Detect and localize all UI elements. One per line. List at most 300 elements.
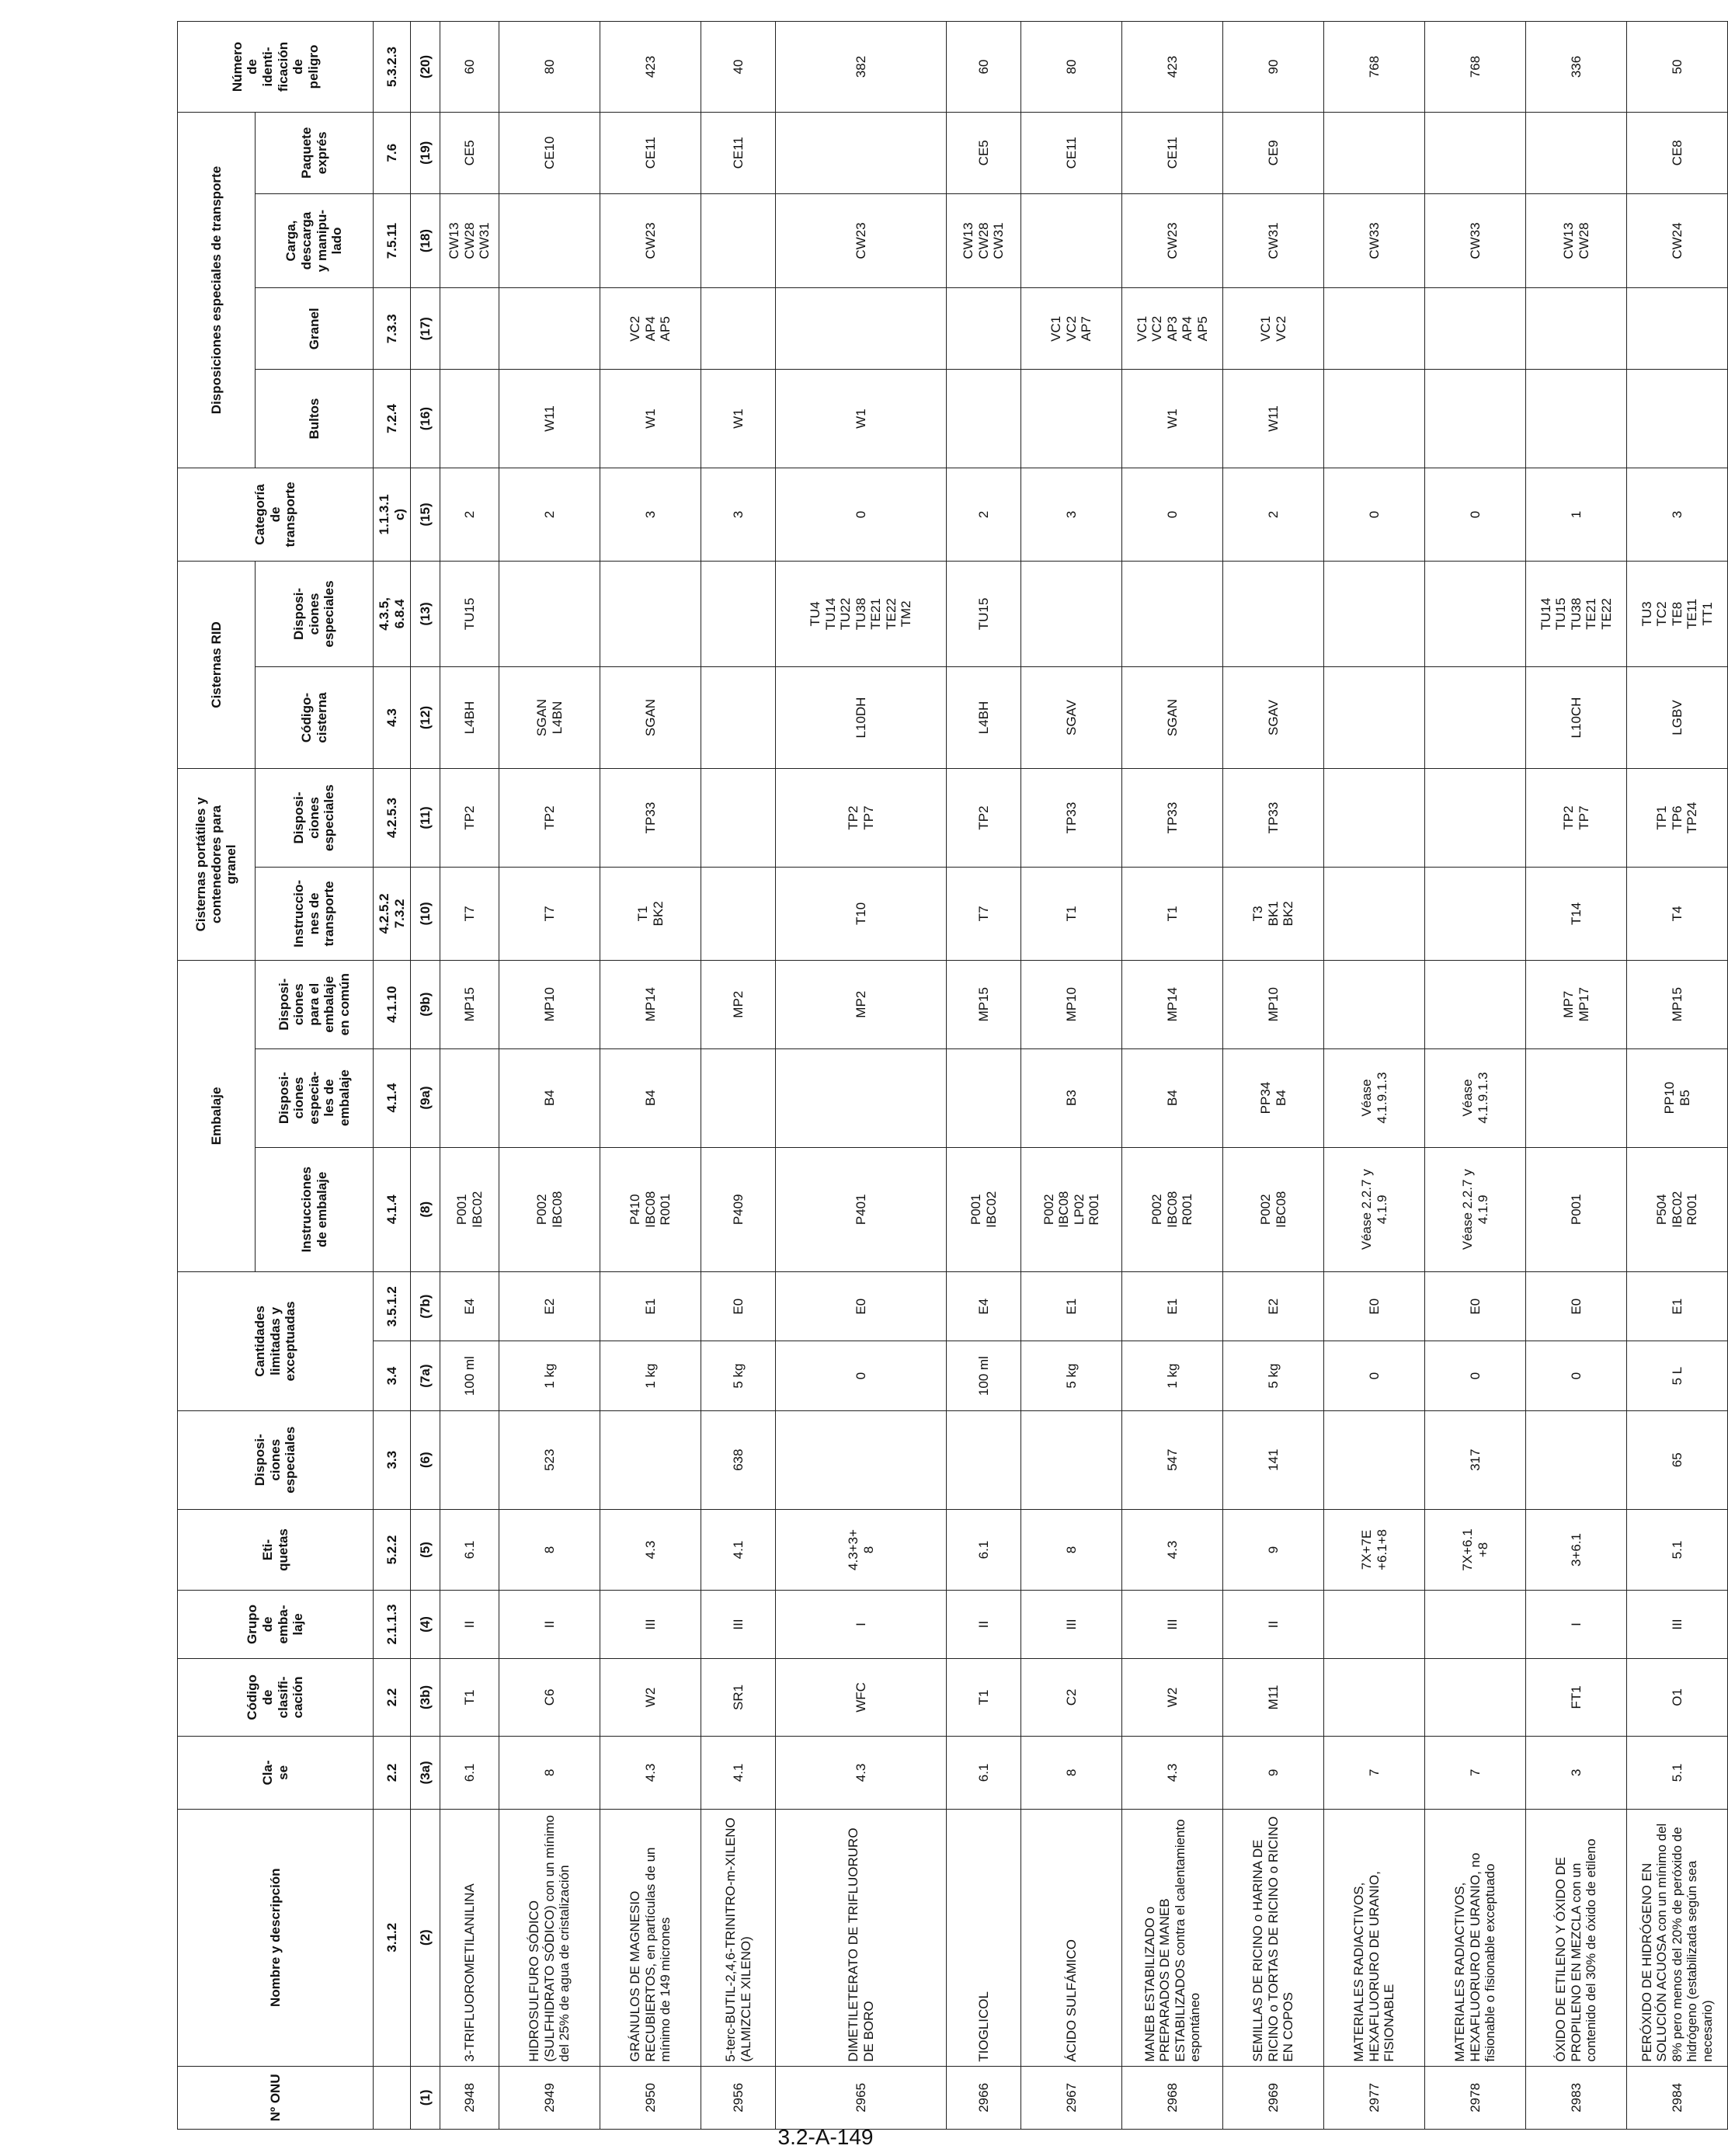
- table-row: [1627, 22, 1728, 2130]
- reference-cell: [374, 2066, 411, 2129]
- table-cell: [1526, 370, 1627, 468]
- table-cell: 0: [1122, 468, 1223, 562]
- table-cell: [1526, 1410, 1627, 1509]
- table-cell: 3: [701, 468, 776, 562]
- column-number-cell: (1): [411, 2066, 440, 2129]
- header-packaging-group: Embalaje: [178, 960, 256, 1271]
- table-cell: 2: [947, 468, 1021, 562]
- table-cell: 6.1: [947, 1737, 1021, 1809]
- name-cell: HIDROSULFURO SÓDICO (SULFHIDRATO SÓDICO) con un mínimo del 25% de agua de cristalización: [499, 1809, 600, 2066]
- header-name: Nombre y descripción: [178, 1809, 374, 2066]
- table-cell: T1: [1021, 867, 1122, 960]
- table-row: [1021, 22, 1122, 2130]
- table-cell: TP2: [440, 769, 499, 868]
- table-cell: [1223, 561, 1324, 666]
- column-number-cell: (5): [411, 1509, 440, 1591]
- reference-cell: 2.2: [374, 1737, 411, 1809]
- table-cell: 60: [440, 22, 499, 113]
- table-cell: VC1 VC2 AP3 AP4 AP5: [1122, 288, 1223, 370]
- column-number-cell: (18): [411, 193, 440, 288]
- table-cell: CW13 CW28: [1526, 193, 1627, 288]
- column-number-cell: (9a): [411, 1048, 440, 1147]
- table-cell: 5 kg: [701, 1341, 776, 1410]
- table-row: [1526, 22, 1627, 2130]
- header-mixed-packing: Disposi- ciones para el embalaje en común: [256, 960, 374, 1048]
- table-cell: III: [1122, 1591, 1223, 1658]
- reference-row: [374, 22, 411, 2130]
- table-cell: TU15: [440, 561, 499, 666]
- table-cell: 4.3: [1122, 1737, 1223, 1809]
- table-cell: T1 BK2: [600, 867, 701, 960]
- table-cell: [600, 1410, 701, 1509]
- table-cell: [1425, 561, 1526, 666]
- reference-cell: 4.1.4: [374, 1147, 411, 1271]
- table-cell: TP33: [1223, 769, 1324, 868]
- table-cell: 6.1: [440, 1737, 499, 1809]
- table-cell: MP15: [1627, 960, 1728, 1048]
- table-cell: P001 IBC02: [440, 1147, 499, 1271]
- table-cell: E1: [1627, 1272, 1728, 1341]
- table-cell: 100 ml: [947, 1341, 1021, 1410]
- table-row: [1324, 22, 1425, 2130]
- un-number-cell: 2977: [1324, 2066, 1425, 2129]
- table-cell: SGAN L4BN: [499, 667, 600, 769]
- table-body: [440, 22, 1728, 2130]
- table-cell: [947, 1048, 1021, 1147]
- header-transport-instructions: Instruccio- nes de transporte: [256, 867, 374, 960]
- table-cell: W1: [600, 370, 701, 468]
- table-cell: E0: [1324, 1272, 1425, 1341]
- table-cell: I: [1526, 1591, 1627, 1658]
- table-cell: LGBV: [1627, 667, 1728, 769]
- table-cell: Véase 4.1.9.1.3: [1324, 1048, 1425, 1147]
- table-cell: W1: [701, 370, 776, 468]
- name-cell: MATERIALES RADIACTIVOS, HEXAFLUORURO DE URANIO, FISIONABLE: [1324, 1809, 1425, 2066]
- reference-cell: 2.2: [374, 1658, 411, 1737]
- table-cell: E4: [947, 1272, 1021, 1341]
- table-cell: C6: [499, 1658, 600, 1737]
- reference-cell: 2.1.1.3: [374, 1591, 411, 1658]
- table-cell: [1425, 288, 1526, 370]
- table-cell: O1: [1627, 1658, 1728, 1737]
- table-cell: 7: [1425, 1737, 1526, 1809]
- table-cell: CE8: [1627, 112, 1728, 193]
- table-row: [1425, 22, 1526, 2130]
- table-cell: 80: [1021, 22, 1122, 113]
- table-cell: CW23: [1122, 193, 1223, 288]
- table-cell: TU4 TU14 TU22 TU38 TE21 TE22 TM2: [776, 561, 947, 666]
- table-cell: TP33: [600, 769, 701, 868]
- table-cell: [1627, 370, 1728, 468]
- table-cell: 1 kg: [600, 1341, 701, 1410]
- reference-cell: 5.3.2.3: [374, 22, 411, 113]
- table-cell: PP34 B4: [1223, 1048, 1324, 1147]
- table-cell: 50: [1627, 22, 1728, 113]
- un-number-cell: 2948: [440, 2066, 499, 2129]
- table-cell: CE9: [1223, 112, 1324, 193]
- table-cell: 0: [1425, 1341, 1526, 1410]
- header-bulk: Granel: [256, 288, 374, 370]
- table-cell: TU14 TU15 TU38 TE21 TE22: [1526, 561, 1627, 666]
- table-cell: II: [499, 1591, 600, 1658]
- table-cell: [1425, 1658, 1526, 1737]
- table-cell: [1021, 370, 1122, 468]
- table-cell: 547: [1122, 1410, 1223, 1509]
- reference-cell: 7.6: [374, 112, 411, 193]
- table-cell: E4: [440, 1272, 499, 1341]
- table-cell: TP2 TP7: [1526, 769, 1627, 868]
- header-tank-code: Código- cisterna: [256, 667, 374, 769]
- table-cell: 3+6.1: [1526, 1509, 1627, 1591]
- column-number-cell: (16): [411, 370, 440, 468]
- name-cell: ÁCIDO SULFÁMICO: [1021, 1809, 1122, 2066]
- table-cell: CW33: [1324, 193, 1425, 288]
- header-un-number: Nº ONU: [178, 2066, 374, 2129]
- table-cell: T3 BK1 BK2: [1223, 867, 1324, 960]
- table-cell: VC1 VC2: [1223, 288, 1324, 370]
- reference-cell: 4.3: [374, 667, 411, 769]
- table-cell: 3: [600, 468, 701, 562]
- table-cell: P409: [701, 1147, 776, 1271]
- table-cell: L10DH: [776, 667, 947, 769]
- table-cell: VC2 AP4 AP5: [600, 288, 701, 370]
- table-cell: [701, 561, 776, 666]
- table-cell: 423: [600, 22, 701, 113]
- table-cell: MP15: [947, 960, 1021, 1048]
- table-row: [600, 22, 701, 2130]
- header-class: Cla- se: [178, 1737, 374, 1809]
- table-cell: E0: [701, 1272, 776, 1341]
- table-cell: 0: [1324, 1341, 1425, 1410]
- table-cell: 60: [947, 22, 1021, 113]
- table-cell: E0: [1425, 1272, 1526, 1341]
- header-packages: Bultos: [256, 370, 374, 468]
- header-tank-special-provisions: Disposi- ciones especiales: [256, 769, 374, 868]
- table-cell: 6.1: [947, 1509, 1021, 1591]
- table-cell: MP10: [499, 960, 600, 1048]
- table-cell: CE5: [947, 112, 1021, 193]
- table-cell: B3: [1021, 1048, 1122, 1147]
- un-number-cell: 2966: [947, 2066, 1021, 2129]
- table-cell: Véase 4.1.9.1.3: [1425, 1048, 1526, 1147]
- table-cell: W2: [1122, 1658, 1223, 1737]
- name-cell: MATERIALES RADIACTIVOS, HEXAFLUORURO DE URANIO, no fisionable o fisionable exceptuado: [1425, 1809, 1526, 2066]
- name-cell: GRÁNULOS DE MAGNESIO RECUBIERTOS, en partículas de un mínimo de 149 micrones: [600, 1809, 701, 2066]
- table-cell: 3: [1526, 1737, 1627, 1809]
- table-cell: II: [1223, 1591, 1324, 1658]
- table-cell: 80: [499, 22, 600, 113]
- column-number-cell: (2): [411, 1809, 440, 2066]
- table-cell: CW23: [600, 193, 701, 288]
- table-cell: E1: [600, 1272, 701, 1341]
- table-cell: E0: [1526, 1272, 1627, 1341]
- table-cell: P002 IBC08 LP02 R001: [1021, 1147, 1122, 1271]
- table-cell: [1021, 1410, 1122, 1509]
- column-number-cell: (19): [411, 112, 440, 193]
- table-cell: [701, 667, 776, 769]
- reference-cell: 7.5.11: [374, 193, 411, 288]
- column-number-cell: (12): [411, 667, 440, 769]
- table-cell: [1526, 112, 1627, 193]
- table-cell: 1: [1526, 468, 1627, 562]
- table-cell: C2: [1021, 1658, 1122, 1737]
- table-cell: TP1 TP6 TP24: [1627, 769, 1728, 868]
- table-cell: W1: [1122, 370, 1223, 468]
- table-cell: 1 kg: [499, 1341, 600, 1410]
- header-carriage-provisions-group: Disposiciones especiales de transporte: [178, 112, 256, 468]
- table-cell: B4: [1122, 1048, 1223, 1147]
- table-cell: [1425, 370, 1526, 468]
- name-cell: PERÓXIDO DE HIDRÓGENO EN SOLUCIÓN ACUOSA con un mínimo del 8% pero menos del 20% de peróxido de hidrógeno (estabilizada según sea necesario): [1627, 1809, 1728, 2066]
- table-cell: 141: [1223, 1410, 1324, 1509]
- header-special-packing-provisions: Disposi- ciones especia- les de embalaje: [256, 1048, 374, 1147]
- table-cell: 5 kg: [1223, 1341, 1324, 1410]
- table-cell: CW13 CW28 CW31: [440, 193, 499, 288]
- header-special-provisions: Disposi- ciones especiales: [178, 1410, 374, 1509]
- table-cell: CW13 CW28 CW31: [947, 193, 1021, 288]
- table-cell: 90: [1223, 22, 1324, 113]
- reference-cell: 1.1.3.1 c): [374, 468, 411, 562]
- table-cell: [1324, 1591, 1425, 1658]
- table-cell: III: [1627, 1591, 1728, 1658]
- table-cell: [776, 1048, 947, 1147]
- table-cell: 3: [1021, 468, 1122, 562]
- table-row: [440, 22, 499, 2130]
- table-cell: Véase 2.2.7 y 4.1.9: [1425, 1147, 1526, 1271]
- table-cell: SGAN: [600, 667, 701, 769]
- table-cell: [776, 1410, 947, 1509]
- table-cell: T14: [1526, 867, 1627, 960]
- header-classification-code: Código de clasifi- cación: [178, 1658, 374, 1737]
- table-cell: 8: [1021, 1737, 1122, 1809]
- table-cell: 638: [701, 1410, 776, 1509]
- table-cell: 0: [1425, 468, 1526, 562]
- table-cell: MP7 MP17: [1526, 960, 1627, 1048]
- table-row: [1122, 22, 1223, 2130]
- table-cell: CE11: [1021, 112, 1122, 193]
- table-cell: [440, 288, 499, 370]
- dangerous-goods-table: [177, 21, 1728, 2130]
- table-cell: [1627, 288, 1728, 370]
- table-cell: 768: [1324, 22, 1425, 113]
- table-cell: [1425, 960, 1526, 1048]
- column-number-cell: (4): [411, 1591, 440, 1658]
- table-cell: 100 ml: [440, 1341, 499, 1410]
- un-number-cell: 2949: [499, 2066, 600, 2129]
- table-cell: T7: [947, 867, 1021, 960]
- table-cell: E2: [1223, 1272, 1324, 1341]
- un-number-cell: 2968: [1122, 2066, 1223, 2129]
- table-cell: CE11: [600, 112, 701, 193]
- un-number-cell: 2969: [1223, 2066, 1324, 2129]
- table-cell: [1324, 1658, 1425, 1737]
- table-cell: 0: [1324, 468, 1425, 562]
- reference-cell: 4.3.5, 6.8.4: [374, 561, 411, 666]
- table-cell: 4.1: [701, 1509, 776, 1591]
- table-cell: CE11: [701, 112, 776, 193]
- reference-cell: 3.5.1.2: [374, 1272, 411, 1341]
- table-cell: 0: [776, 1341, 947, 1410]
- table-cell: III: [600, 1591, 701, 1658]
- table-cell: T1: [1122, 867, 1223, 960]
- table-cell: TP2: [947, 769, 1021, 868]
- table-cell: [1021, 193, 1122, 288]
- reference-cell: 4.2.5.2 7.3.2: [374, 867, 411, 960]
- table-cell: MP15: [440, 960, 499, 1048]
- column-number-cell: (6): [411, 1410, 440, 1509]
- table-row: [499, 22, 600, 2130]
- reference-cell: 3.1.2: [374, 1809, 411, 2066]
- table-cell: I: [776, 1591, 947, 1658]
- un-number-cell: 2967: [1021, 2066, 1122, 2129]
- un-number-cell: 2950: [600, 2066, 701, 2129]
- table-cell: 2: [440, 468, 499, 562]
- page-number: 3.2-A-149: [777, 2125, 874, 2149]
- column-number-cell: (7b): [411, 1272, 440, 1341]
- table-cell: MP2: [701, 960, 776, 1048]
- column-number-cell: (11): [411, 769, 440, 868]
- table-cell: 5 L: [1627, 1341, 1728, 1410]
- table-cell: CW31: [1223, 193, 1324, 288]
- column-number-row: [411, 22, 440, 2130]
- table-cell: [1425, 867, 1526, 960]
- table-cell: [440, 370, 499, 468]
- table-row: [776, 22, 947, 2130]
- table-cell: WFC: [776, 1658, 947, 1737]
- table-cell: III: [1021, 1591, 1122, 1658]
- table-cell: CW33: [1425, 193, 1526, 288]
- header-hazard-id: Número de identi- ficación de peligro: [178, 22, 374, 113]
- table-cell: MP10: [1223, 960, 1324, 1048]
- table-cell: 7X+7E +6.1+8: [1324, 1509, 1425, 1591]
- un-number-cell: 2984: [1627, 2066, 1728, 2129]
- table-cell: 9: [1223, 1509, 1324, 1591]
- column-number-cell: (8): [411, 1147, 440, 1271]
- column-number-cell: (9b): [411, 960, 440, 1048]
- column-number-cell: (10): [411, 867, 440, 960]
- reference-cell: 5.2.2: [374, 1509, 411, 1591]
- table-cell: MP14: [600, 960, 701, 1048]
- header-labels: Eti- quetas: [178, 1509, 374, 1591]
- name-cell: 3-TRIFLUOROMETILANILINA: [440, 1809, 499, 2066]
- table-cell: CE11: [1122, 112, 1223, 193]
- reference-cell: 4.2.5.3: [374, 769, 411, 868]
- table-cell: 8: [1021, 1509, 1122, 1591]
- table-cell: [1425, 1591, 1526, 1658]
- table-cell: TP2 TP7: [776, 769, 947, 868]
- table-cell: 4.3: [1122, 1509, 1223, 1591]
- header-rid-tanks-group: Cisternas RID: [178, 561, 256, 768]
- header-transport-category: Categoría de transporte: [178, 468, 374, 562]
- table-row: [701, 22, 776, 2130]
- reference-cell: 7.2.4: [374, 370, 411, 468]
- name-cell: TIOGLICOL: [947, 1809, 1021, 2066]
- name-cell: SEMILLAS DE RICINO o HARINA DE RICINO o TORTAS DE RICINO o RICINO EN COPOS: [1223, 1809, 1324, 2066]
- table-cell: [701, 288, 776, 370]
- table-cell: [947, 288, 1021, 370]
- table-cell: [947, 1410, 1021, 1509]
- table-cell: VC1 VC2 AP7: [1021, 288, 1122, 370]
- table-cell: [1324, 769, 1425, 868]
- table-cell: TU15: [947, 561, 1021, 666]
- table-cell: 8: [499, 1509, 600, 1591]
- table-cell: L10CH: [1526, 667, 1627, 769]
- table-cell: SGAV: [1021, 667, 1122, 769]
- reference-cell: 7.3.3: [374, 288, 411, 370]
- table-cell: 317: [1425, 1410, 1526, 1509]
- table-cell: 3: [1627, 468, 1728, 562]
- header-portable-tanks-group: Cisternas portátiles y contenedores para granel: [178, 769, 256, 961]
- table-cell: [776, 288, 947, 370]
- table-cell: [440, 1048, 499, 1147]
- name-cell: ÓXIDO DE ETILENO Y ÓXIDO DE PROPILENO EN MEZCLA con un contenido del 30% de óxido de etileno: [1526, 1809, 1627, 2066]
- table-cell: 4.1: [701, 1737, 776, 1809]
- table-cell: 5.1: [1627, 1509, 1728, 1591]
- table-cell: FT1: [1526, 1658, 1627, 1737]
- table-cell: 4.3: [600, 1509, 701, 1591]
- table-cell: Véase 2.2.7 y 4.1.9: [1324, 1147, 1425, 1271]
- header-express-parcels: Paquete exprés: [256, 112, 374, 193]
- header-packing-group: Grupo de emba- laje: [178, 1591, 374, 1658]
- table-cell: TP33: [1122, 769, 1223, 868]
- table-cell: W11: [499, 370, 600, 468]
- table-cell: E2: [499, 1272, 600, 1341]
- table-cell: TP2: [499, 769, 600, 868]
- table-cell: T1: [440, 1658, 499, 1737]
- table-cell: [600, 561, 701, 666]
- table-cell: 6.1: [440, 1509, 499, 1591]
- table-cell: T10: [776, 867, 947, 960]
- column-number-cell: (7a): [411, 1341, 440, 1410]
- table-cell: [1324, 561, 1425, 666]
- table-cell: [440, 1410, 499, 1509]
- table-row: [947, 22, 1021, 2130]
- table-cell: [1324, 667, 1425, 769]
- table-cell: 382: [776, 22, 947, 113]
- table-cell: III: [701, 1591, 776, 1658]
- table-cell: MP2: [776, 960, 947, 1048]
- table-cell: T1: [947, 1658, 1021, 1737]
- table-cell: B4: [600, 1048, 701, 1147]
- table-cell: P001 IBC02: [947, 1147, 1021, 1271]
- table-cell: II: [440, 1591, 499, 1658]
- name-cell: MANEB ESTABILIZADO o PREPARADOS DE MANEB ESTABILIZADOS contra el calentamiento espontáneo: [1122, 1809, 1223, 2066]
- table-cell: [701, 867, 776, 960]
- table-cell: T4: [1627, 867, 1728, 960]
- table-cell: SR1: [701, 1658, 776, 1737]
- table-cell: TU3 TC2 TE8 TE11 TT1: [1627, 561, 1728, 666]
- table-cell: 423: [1122, 22, 1223, 113]
- table-cell: 40: [701, 22, 776, 113]
- table-cell: [1324, 288, 1425, 370]
- table-cell: [499, 561, 600, 666]
- table-cell: TP33: [1021, 769, 1122, 868]
- table-cell: 523: [499, 1410, 600, 1509]
- table-cell: 4.3: [600, 1737, 701, 1809]
- table-cell: [776, 112, 947, 193]
- table-cell: P001: [1526, 1147, 1627, 1271]
- table-cell: P002 IBC08: [1223, 1147, 1324, 1271]
- table-cell: P002 IBC08 R001: [1122, 1147, 1223, 1271]
- header-limited-quantities: Cantidades limitadas y exceptuadas: [178, 1272, 374, 1411]
- table-cell: P002 IBC08: [499, 1147, 600, 1271]
- table-cell: 0: [776, 468, 947, 562]
- table-cell: 336: [1526, 22, 1627, 113]
- table-cell: MP14: [1122, 960, 1223, 1048]
- table-cell: 5 kg: [1021, 1341, 1122, 1410]
- table-cell: E1: [1021, 1272, 1122, 1341]
- table-cell: [947, 370, 1021, 468]
